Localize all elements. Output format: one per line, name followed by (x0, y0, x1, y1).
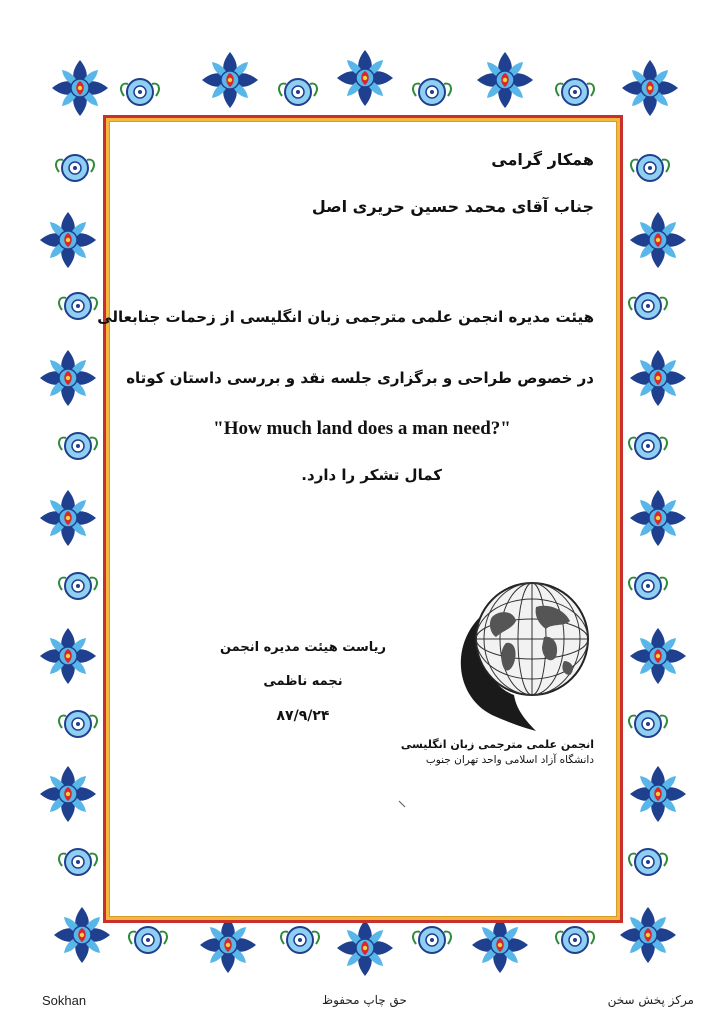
recipient-name: جناب آقای محمد حسین حریری اصل (311, 197, 594, 216)
globe-speech-bubble-icon (452, 577, 592, 732)
footer-distributor: مرکز پخش سخن (607, 993, 694, 1007)
certificate-date: ۸۷/۹/۲۴ (276, 708, 330, 724)
salutation: همکار گرامی (491, 150, 594, 169)
certificate-frame-inner (109, 121, 617, 917)
association-name: انجمن علمی مترجمی زبان انگلیسی (400, 738, 594, 751)
certificate-frame (103, 115, 623, 923)
signatory-title: ریاست هیئت مدیره انجمن (219, 640, 387, 655)
body-line-2: در خصوص طراحی و برگزاری جلسه نقد و بررسی داستان کوتاه (126, 369, 594, 387)
signatory-name: نجمه ناظمی (263, 674, 343, 689)
university-name: دانشگاه آزاد اسلامی واحد تهران جنوب (425, 754, 594, 766)
thanks-line: کمال تشکر را دارد. (301, 466, 442, 484)
stray-mark (398, 800, 408, 810)
footer-publisher-latin: Sokhan (42, 993, 87, 1008)
story-title: "How much land does a man need?" (213, 418, 511, 439)
body-line-1: هیئت مدیره انجمن علمی مترجمی زبان انگلیسی از زحمات جنابعالی (97, 308, 594, 326)
footer-copyright: حق چاپ محفوظ (322, 993, 407, 1007)
